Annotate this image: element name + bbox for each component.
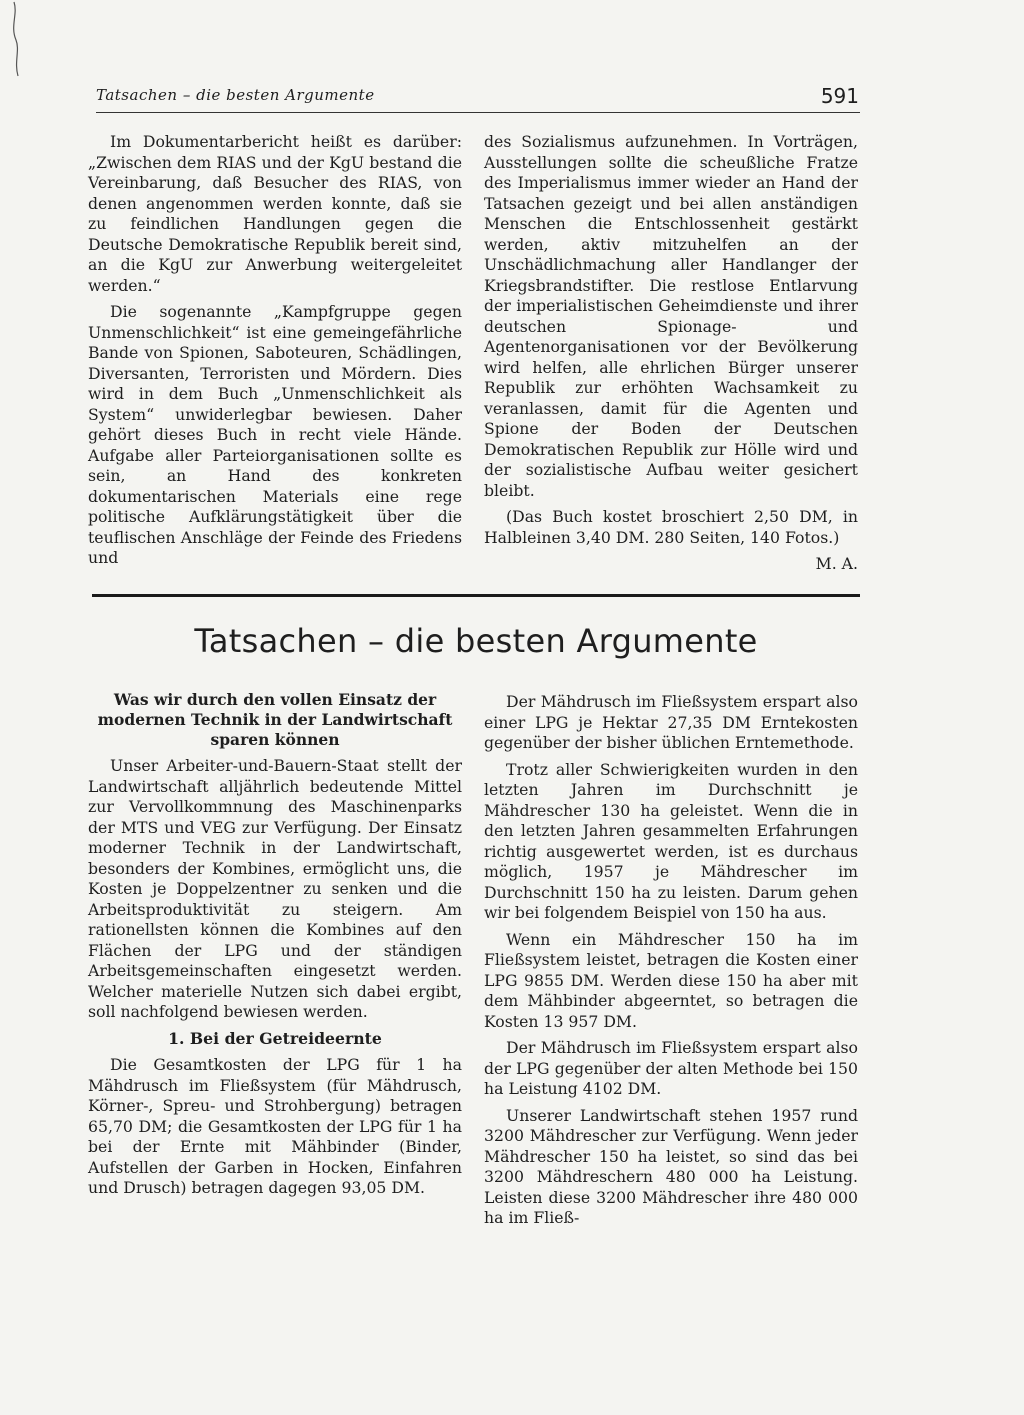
paragraph: Die Gesamtkosten der LPG für 1 ha Mähdrusch im Fließsystem (für Mähdrusch, Körner-, Spreu- und Strohbergung) betragen 65,70 DM; die Gesamtkosten der LPG für 1 ha bei der Ernte mit Mähbinder (Binder, Aufstellen der Garben in Hocken, Einfahren und Drusch) betragen dagegen 93,05 DM.	[88, 1055, 462, 1197]
paragraph: Wenn ein Mähdrescher 150 ha im Fließsystem leistet, betragen die Kosten einer LPG 9855 DM. Werden diese 150 ha aber mit dem Mähbinder abgeerntet, so betragen die Kosten 13 957 DM.	[484, 929, 858, 1031]
page-number: 591	[820, 84, 859, 108]
article-left-column	[88, 690, 462, 1205]
paragraph: Der Mähdrusch im Fließsystem erspart also einer LPG je Hektar 27,35 DM Erntekosten gegenüber der bisher üblichen Erntemethode.	[484, 692, 858, 752]
article-subheading: Was wir durch den vollen Einsatz der modernen Technik in der Landwirtschaft sparen können	[97, 690, 453, 749]
previous-article-left-column	[88, 132, 462, 575]
margin-pencil-mark	[0, 0, 30, 80]
section-rule	[92, 594, 860, 597]
paragraph: des Sozialismus aufzunehmen. In Vorträgen, Ausstellungen sollte die scheußliche Fratze des Imperialismus immer wieder an Hand der Tatsachen gezeigt und bei allen anständigen Menschen die Entschlossenheit gestärkt werden, aktiv mitzuhelfen an der Unschädlichmachung aller Handlanger der Kriegsbrandstifter. Die restlose Entlarvung der imperialistischen Geheimdienste und ihrer deutschen Spionage- und Agentenorganisationen vor der Bevölkerung wird helfen, alle ehrlichen Bürger unserer Republik zur erhöhten Wachsamkeit zu veranlassen, damit für die Agenten und Spione der Boden der Deutschen Demokratischen Republik zur Hölle wird und der sozialistische Aufbau weiter gesichert bleibt.	[484, 132, 858, 500]
article-title: Tatsachen – die besten Argumente	[194, 622, 758, 660]
paragraph: Trotz aller Schwierigkeiten wurden in den letzten Jahren im Durchschnitt je Mähdrescher 130 ha geleistet. Wenn die in den letzten Jahren gesammelten Erfahrungen richtig ausgewertet werden, ist es durchaus möglich, 1957 je Mähdrescher im Durchschnitt 150 ha zu leisten. Darum gehen wir bei folgendem Beispiel von 150 ha aus.	[484, 759, 858, 922]
price-note: (Das Buch kostet broschiert 2,50 DM, in Halbleinen 3,40 DM. 280 Seiten, 140 Fotos.)	[484, 507, 858, 547]
paragraph: Unser Arbeiter-und-Bauern-Staat stellt der Landwirtschaft alljährlich bedeutende Mittel zur Vervollkommnung des Maschinenparks der MTS und VEG zur Verfügung. Der Einsatz moderner Technik in der Landwirtschaft, besonders der Kombines, ermöglicht uns, die Kosten je Doppelzentner zu senken und die Arbeitsproduktivität zu steigern. Am rationellsten können die Kombines auf den Flächen der LPG und der ständigen Arbeitsgemeinschaften eingesetzt werden. Welcher materielle Nutzen sich dabei ergibt, soll nachfolgend bewiesen werden.	[88, 756, 462, 1021]
author-signature: M. A.	[815, 554, 858, 573]
paragraph: Der Mähdrusch im Fließsystem erspart also der LPG gegenüber der alten Methode bei 150 ha Leistung 4102 DM.	[484, 1038, 858, 1098]
paragraph: Die sogenannte „Kampfgruppe gegen Unmenschlichkeit“ ist eine gemeingefährliche Bande von Spionen, Saboteuren, Schädlingen, Diversanten, Terroristen und Mördern. Dies wird in dem Buch „Unmenschlichkeit als System“ unwiderlegbar bewiesen. Daher gehört dieses Buch in recht viele Hände. Aufgabe aller Parteiorganisationen sollte es sein, an Hand des konkreten dokumentarischen Materials eine rege politische Aufklärungstätigkeit über die teuflischen Anschläge der Feinde des Friedens und	[88, 302, 462, 567]
section-heading: 1. Bei der Getreideernte	[168, 1028, 382, 1048]
article-right-column	[484, 692, 858, 1235]
paragraph: Im Dokumentarbericht heißt es darüber: „Zwischen dem RIAS und der KgU bestand die Vereinbarung, daß Besucher des RIAS, von denen angenommen werden konnte, daß sie zu feindlichen Handlungen gegen die Deutsche Demokratische Republik bereit sind, an die KgU zur Anwerbung weitergeleitet werden.“	[88, 132, 462, 295]
paragraph: Unserer Landwirtschaft stehen 1957 rund 3200 Mähdrescher zur Verfügung. Wenn jeder Mähdrescher 150 ha leistet, so sind das bei 3200 Mähdreschern 480 000 ha Leistung. Leisten diese 3200 Mähdrescher ihre 480 000 ha im Fließ-	[484, 1105, 858, 1227]
header-rule	[96, 112, 860, 113]
previous-article-right-column	[484, 132, 858, 575]
running-title: Tatsachen – die besten Argumente	[96, 86, 375, 104]
